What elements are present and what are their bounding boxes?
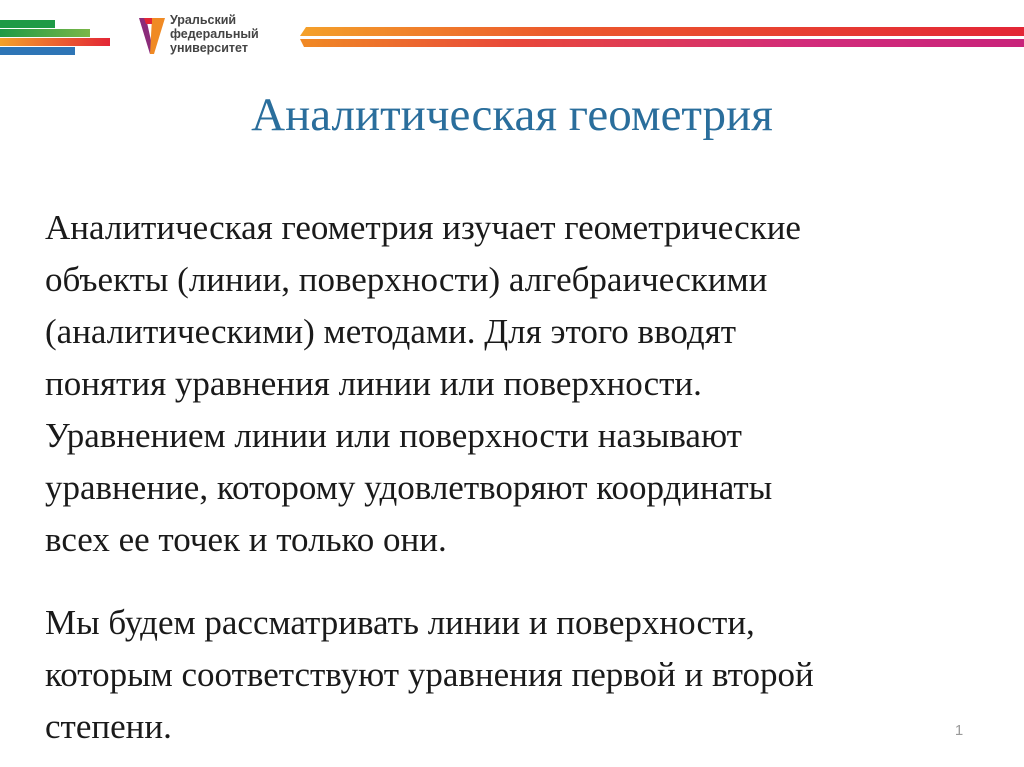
stripe-blue	[0, 47, 75, 55]
logo-line-2: федеральный	[170, 27, 259, 41]
stripe-green	[0, 20, 55, 28]
logo-line-3: университет	[170, 41, 248, 55]
university-logo-icon	[137, 14, 167, 58]
university-name	[170, 13, 259, 55]
stripe-orange	[0, 38, 110, 46]
slide-title: Аналитическая геометрия	[251, 89, 773, 141]
page-number: 1	[954, 722, 964, 739]
paragraph-definition: Аналитическая геометрия изучает геометрические объекты (линии, поверхности) алгебраическими (аналитическими) методами. Для этого вводят понятия уравнения линии или поверхности. Уравнением линии или поверхности называют уравнение, которому удовлетворяют координаты всех ее точек и только они.	[45, 208, 801, 559]
paragraph-scope: Мы будем рассматривать линии и поверхности, которым соответствуют уравнения первой и второй степени.	[45, 603, 814, 746]
logo-line-1: Уральский	[170, 13, 237, 27]
stripe-green-2	[0, 29, 90, 37]
header-right-stripe	[300, 27, 1024, 51]
